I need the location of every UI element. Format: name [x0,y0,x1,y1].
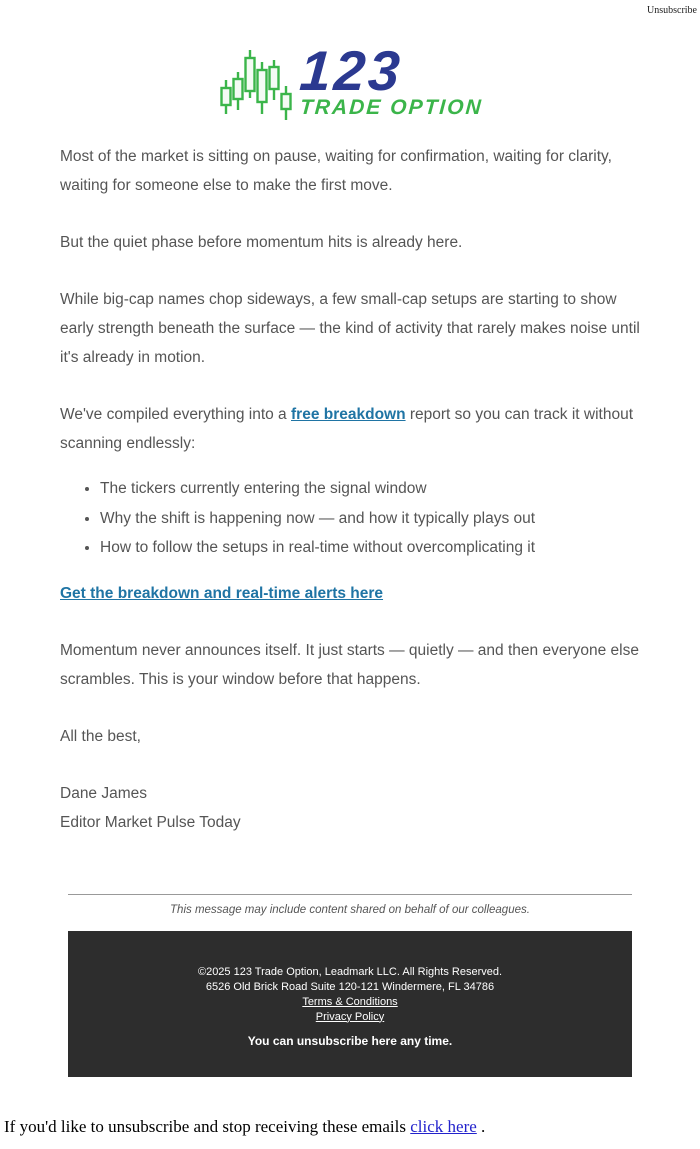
top-unsubscribe-link[interactable]: Unsubscribe [647,5,697,16]
cta-paragraph [60,579,640,608]
bottom-text-before: If you'd like to unsubscribe and stop receiving these emails [4,1116,411,1136]
candlestick-chart-icon [218,47,294,121]
list-item-tickers: • The tickers currently entering the signal window [100,474,640,504]
bottom-unsubscribe-line [4,1117,700,1137]
list-item-shift: • Why the shift is happening now — and how it typically plays out [100,504,640,534]
privacy-policy-link[interactable]: Privacy Policy [315,1010,385,1023]
email-body [0,122,700,837]
divider-line [68,894,632,895]
signature-name: Dane James [60,784,148,802]
logo-number: 123 [297,38,405,102]
report-text-before: We've compiled everything into a [60,406,291,423]
footer-address: 6526 Old Brick Road Suite 120-121 Windermere, FL 34786 [205,980,495,993]
paragraph-quiet-phase: But the quiet phase before momentum hits is already here. [60,234,463,251]
logo-text [297,38,484,121]
footer-terms-row [78,995,622,1010]
cta-breakdown-alerts-link[interactable]: Get the breakdown and real-time alerts here [60,584,384,602]
bottom-text-after: . [476,1116,486,1136]
footer-unsubscribe-note[interactable]: You can unsubscribe here any time. [247,1033,453,1048]
free-breakdown-link[interactable]: free breakdown [291,406,406,423]
paragraph-market-pause: Most of the market is sitting on pause, waiting for confirmation, waiting for clarity, waiting for someone else to make the first move. [60,148,612,194]
footer-privacy-row [78,1010,622,1025]
closing-line: All the best, [60,727,141,745]
paragraph-report [60,400,640,458]
bullet-list [60,474,640,563]
paragraph-smallcap-setups: While big-cap names chop sideways, a few small-cap setups are starting to show early strength beneath the surface — the kind of activity that rarely makes noise until it's already in motion. [60,291,640,366]
click-here-link[interactable]: click here [410,1116,477,1136]
colleague-disclaimer: This message may include content shared on behalf of our colleagues. [170,903,530,916]
footer-copyright: ©2025 123 Trade Option, Leadmark LLC. All Rights Reserved. [197,965,503,978]
logo-brand-name: TRADE OPTION [298,96,484,120]
paragraph-momentum: Momentum never announces itself. It just starts — quietly — and then everyone else scrambles. This is your window before that happens. [60,641,639,688]
brand-logo [0,38,700,122]
footer-block [68,931,632,1077]
list-item-follow: • How to follow the setups in real-time without overcomplicating it [100,533,640,563]
signature-title: Editor Market Pulse Today [60,813,241,831]
signature-block [60,779,640,837]
report-text-after: report so you can track it without scanning endlessly: [60,406,633,452]
terms-conditions-link[interactable]: Terms & Conditions [302,995,398,1008]
